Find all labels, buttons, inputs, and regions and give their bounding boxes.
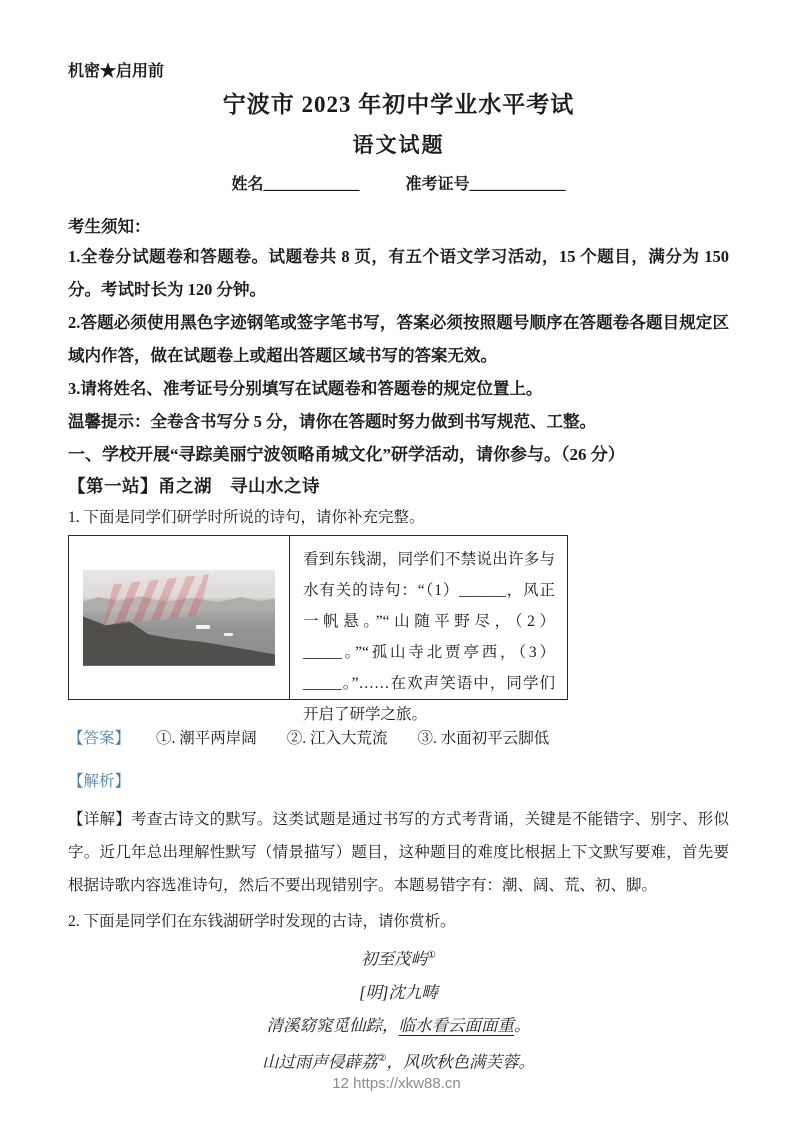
ticket-field xyxy=(406,172,566,198)
ticket-blank: ____________ xyxy=(469,176,566,193)
poem-line-1-start: 清溪窈窕觅仙踪， xyxy=(266,1015,399,1035)
analysis-label: 【解析】 xyxy=(68,773,131,790)
analysis-block xyxy=(68,770,729,794)
poem-line-1-end: 。 xyxy=(514,1015,531,1035)
detail-label: 【详解】 xyxy=(68,811,131,828)
question-1-table xyxy=(68,535,568,723)
dongqian-lake-photo xyxy=(83,570,275,666)
candidate-info-line xyxy=(68,172,729,198)
poem-title-note: ① xyxy=(427,950,436,961)
answer-items xyxy=(156,727,549,751)
section-1-heading: 一、学校开展“寻踪美丽宁波领略甬城文化”研学活动，请你参与。（26 分） xyxy=(68,445,625,464)
answer-item-3: ③. 水面初平云脚低 xyxy=(417,730,550,747)
photo-boat xyxy=(196,625,210,629)
notice-heading: 考生须知： xyxy=(68,217,151,236)
answer-item-1: ①. 潮平两岸阔 xyxy=(156,730,257,747)
footer-page-url: 12 https://xkw88.cn xyxy=(332,1075,461,1092)
question-2-prompt: 2. 下面是同学们在东钱湖研学时发现的古诗，请你赏析。 xyxy=(68,913,456,930)
security-label: 机密★启用前 xyxy=(68,63,165,80)
warm-tip: 温馨提示：全卷含书写分 5 分，请你在答题时努力做到书写规范、工整。 xyxy=(68,412,596,431)
answer-block xyxy=(68,727,729,751)
exam-subtitle: 语文试题 xyxy=(352,133,445,157)
exam-title: 宁波市 2023 年初中学业水平考试 xyxy=(222,92,575,117)
poem-block xyxy=(68,939,729,1078)
table-photo-cell xyxy=(69,536,290,699)
question-1-prompt: 1. 下面是同学们研学时所说的诗句，请你补充完整。 xyxy=(68,509,425,526)
poem-line-1-underlined-phrase: 临水看云面面重 xyxy=(398,1015,514,1035)
notice-item-3: 3.请将姓名、准考证号分别填写在试题卷和答题卷的规定位置上。 xyxy=(68,379,543,398)
answer-label: 【答案】 xyxy=(68,730,131,747)
name-blank: ____________ xyxy=(263,176,360,193)
station-1-heading: 【第一站】甬之湖 寻山水之诗 xyxy=(68,476,320,496)
poem-title: 初至茂屿 xyxy=(361,949,428,969)
ticket-label: 准考证号 xyxy=(405,176,470,193)
name-field xyxy=(231,172,359,198)
poem-title-line xyxy=(68,939,729,976)
poem-line-2-start: 山过雨声侵薜荔 xyxy=(262,1052,378,1071)
photo-watermark xyxy=(103,574,209,626)
poem-line-2 xyxy=(68,1042,729,1079)
poem-author: [明]沈九畴 xyxy=(359,982,438,1002)
poem-line-2-note: ② xyxy=(377,1052,387,1064)
answer-item-2: ②. 江入大荒流 xyxy=(286,730,388,747)
detail-explanation xyxy=(68,803,729,902)
notice-item-2: 2.答题必须使用黑色字迹钢笔或签字笔书写，答案必须按照题号顺序在答题卷各题目规定区域内作答，做在试题卷上或超出答题区域书写的答案无效。 xyxy=(68,313,729,365)
name-label: 姓名 xyxy=(231,176,264,193)
poem-line-1 xyxy=(68,1009,729,1042)
detail-text: 考查古诗文的默写。这类试题是通过书写的方式考背诵，关键是不能错字、别字、形似字。近几年总出理解性默写（情景描写）题目，这种题目的难度比根据上下文默写要难，首先要根据诗歌内容选准诗句，然后不要出现错别字。本题易错字有：潮、阔、荒、初、脚。 xyxy=(68,811,729,894)
notice-item-1: 1.全卷分试题卷和答题卷。试题卷共 8 页，有五个语文学习活动，15 个题目，满分为 150 分。考试时长为 120 分钟。 xyxy=(68,247,730,299)
photo-boat xyxy=(224,633,233,636)
table-passage-cell: 看到东钱湖，同学们不禁说出许多与水有关的诗句：“（1）______，风正一帆悬。”“山随平野尽，（2）_____。”“孤山寺北贾亭西，（3）_____。”……在欢声笑语中，同学们开启了研学之旅。 xyxy=(303,551,555,723)
poem-line-2-end: ，风吹秋色满芙蓉。 xyxy=(386,1052,535,1071)
